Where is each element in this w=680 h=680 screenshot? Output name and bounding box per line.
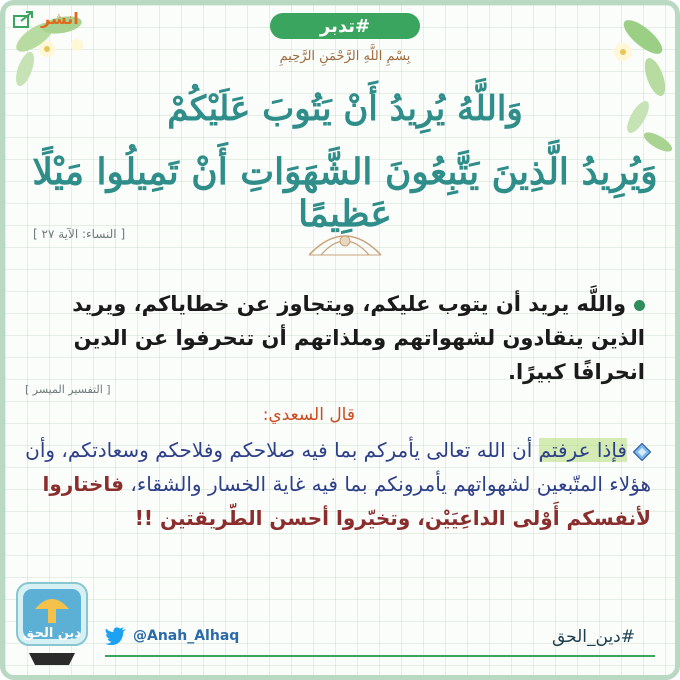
hashtag-label: #تدبر (319, 15, 371, 37)
saadi-paragraph (11, 433, 651, 535)
bullet-dot-icon (634, 300, 645, 311)
diamond-bullet-icon (633, 443, 651, 461)
saadi-text-main: أن الله تعالى يأمركم بما فيه صلاحكم وفلاحكم وسعادتكم، وأن هؤلاء المتّبعين لشهواتهم يأمرونكم بما فيه غاية الخسار والشقاء، (25, 438, 651, 496)
share-icon (13, 10, 35, 28)
verse-line-1: وَاللَّهُ يُرِيدُ أَنْ يَتُوبَ عَلَيْكُمْ (167, 89, 523, 129)
tafsir-source: [ التفسير الميسر ] (25, 383, 111, 396)
verse-reference: [ النساء: الآية ٢٧ ] (33, 227, 126, 241)
logo-text: دين الحق (22, 626, 82, 641)
share-button[interactable] (13, 9, 79, 28)
tafsir-text: واللَّه يريد أن يتوب عليكم، ويتجاوز عن خطاياكم، ويريد الذين ينقادون لشهواتهم وملذاتهم أن تنحرفوا عن الدين انحرافًا كبيرًا. (72, 292, 645, 384)
twitter-icon (105, 627, 127, 645)
basmala: بِسْمِ اللَّهِ الرَّحْمَنِ الرَّحِيمِ (279, 49, 411, 64)
share-label: انشر (41, 9, 79, 28)
hashtag-badge (270, 13, 420, 39)
leaves-decoration-icon (583, 7, 673, 167)
verse-line-2: وَيُرِيدُ الَّذِينَ يَتَّبِعُونَ الشَّهَوَاتِ أَنْ تَمِيلُوا مَيْلًا عَظِيمًا (32, 151, 658, 235)
saadi-highlight: فإذا عرفتم (538, 438, 627, 462)
din-alhaq-logo (15, 581, 89, 667)
ornament-icon (307, 223, 383, 261)
saadi-label: قال السعدي: (262, 405, 355, 425)
footer-divider (105, 655, 655, 657)
twitter-handle: @Anah_Alhaq (133, 628, 240, 644)
twitter-link[interactable] (105, 627, 239, 645)
bottom-hashtag: #دين_الحق (551, 627, 635, 647)
saadi-text-emphasis: فاختاروا لأنفسكم أَوْلى الداعِيَيْن، وتخيّروا أحسن الطّريقتين !! (42, 472, 651, 530)
tafsir-paragraph (25, 287, 645, 389)
